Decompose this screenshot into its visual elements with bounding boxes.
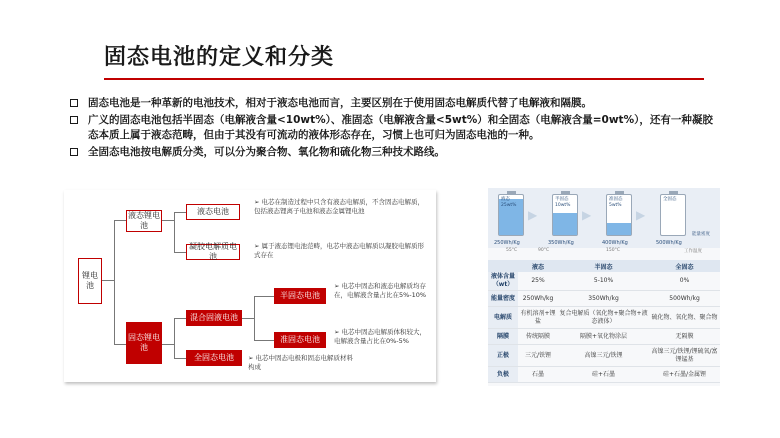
connector	[174, 252, 186, 253]
connector	[254, 340, 274, 341]
connector	[254, 296, 274, 297]
arrow-right-icon: ▶	[528, 208, 538, 222]
table-row	[488, 291, 720, 307]
table-header: 半固态	[558, 260, 649, 272]
arrow-right-icon: ➢	[248, 354, 256, 362]
battery-state-label: 液态	[501, 197, 510, 202]
note-all-text: 电芯中固态电极和固态电解质材料构成	[248, 354, 354, 371]
note-quasi	[334, 328, 430, 346]
arrow-right-icon: ▶	[636, 208, 646, 222]
arrow-right-icon: ➢	[254, 242, 262, 250]
table-header	[488, 260, 518, 272]
connector	[162, 344, 174, 345]
battery-state-label: 全固态	[663, 197, 677, 202]
battery-state-label: 半固态	[555, 197, 569, 202]
bullet-list	[70, 96, 720, 162]
table-cell: 0%	[649, 272, 720, 291]
node-semi-solid-battery: 半固态电池	[274, 288, 326, 304]
battery-energy: 500Wh/Kg	[656, 240, 682, 246]
battery-content-label: 25wt%	[501, 203, 517, 208]
table-cell: 350Wh/kg	[558, 291, 649, 307]
table-cell: 隔膜+氧化物涂层	[558, 329, 649, 345]
note-semi-text: 电芯中固态和液态电解质均存在，电解液含量占比在5%-10%	[334, 282, 427, 299]
table-cell: 无隔膜	[649, 329, 720, 345]
connector	[242, 318, 254, 319]
note-all	[248, 354, 358, 372]
table-cell: 250Wh/kg	[518, 291, 558, 307]
table-cell: 硫化物、氧化物、聚合物	[649, 307, 720, 329]
table-cell: 5-10%	[558, 272, 649, 291]
note-quasi-text: 电芯中固态电解质体积较大，电解液含量占比在0%-5%	[334, 328, 427, 345]
table-header-row	[488, 260, 720, 272]
note-gel-text: 属于液态锂电池范畴，电芯中液态电解质以凝胶电解质形式存在	[254, 242, 425, 259]
battery-energy: 400Wh/Kg	[602, 240, 628, 246]
arrow-right-icon: ➢	[334, 282, 342, 290]
node-liquid-battery: 液态电池	[186, 204, 240, 220]
battery-content-label: 5wt%	[609, 203, 622, 208]
note-gel	[254, 242, 426, 260]
table-cell: 三元/铁锂	[518, 345, 558, 367]
table-cell: 传统隔膜	[518, 329, 558, 345]
table-row-header: 隔膜	[488, 329, 518, 345]
bullet-text: 固态电池是一种革新的电池技术，相对于液态电池而言，主要区别在于使用固态电解质代替了电解液和隔膜。	[88, 97, 592, 109]
battery-icon	[552, 194, 578, 236]
arrow-right-icon: ➢	[254, 198, 262, 206]
battery-illustration	[488, 188, 720, 248]
connector	[162, 220, 174, 221]
battery-energy: 250Wh/Kg	[494, 240, 520, 246]
table-row	[488, 345, 720, 367]
bullet-square-icon	[70, 99, 78, 107]
table-header: 液态	[518, 260, 558, 272]
scale-label: 工作温度	[684, 249, 702, 254]
scale-label: 55°C	[506, 248, 518, 253]
table-cell: 硅+石墨/金属锂	[649, 367, 720, 383]
node-gel-battery: 凝胶电解质电池	[186, 244, 240, 260]
connector	[174, 358, 186, 359]
title-area	[104, 42, 704, 82]
comparison-table	[488, 260, 720, 383]
bullet-text: 广义的固态电池包括半固态（电解液含量<10wt%）、准固态（电解液含量<5wt%）和全固态（电解液含量=0wt%），还有一种凝胶态本质上属于液态范畴，但由于其没有可流动的液体形态存在，习惯上也可归为固态电池的一种。	[88, 114, 713, 141]
table-row-header: 液体含量（wt）	[488, 272, 518, 291]
connector	[174, 318, 186, 319]
bullet-item	[70, 145, 720, 160]
table-row	[488, 272, 720, 291]
table-row	[488, 367, 720, 383]
table-row	[488, 307, 720, 329]
classification-diagram	[64, 190, 436, 382]
connector	[174, 212, 186, 213]
battery-legend: 能量密度	[692, 232, 710, 237]
node-lithium-battery: 锂电池	[78, 258, 102, 304]
arrow-right-icon: ▶	[582, 208, 592, 222]
table-cell: 500Wh/kg	[649, 291, 720, 307]
page-title: 固态电池的定义和分类	[104, 45, 335, 70]
bullet-item	[70, 113, 720, 143]
bullet-square-icon	[70, 148, 78, 156]
node-liquid-lithium-battery: 液态锂电池	[128, 211, 160, 230]
connector	[174, 212, 175, 252]
table-cell: 复合电解质（氧化物+聚合物+液态液体）	[558, 307, 649, 329]
bullet-square-icon	[70, 116, 78, 124]
table-cell: 高镍三元/铁锂	[558, 345, 649, 367]
battery-icon	[660, 194, 686, 236]
table-cell: 25%	[518, 272, 558, 291]
battery-state-label: 准固态	[609, 197, 623, 202]
note-semi	[334, 282, 430, 300]
bullet-item	[70, 96, 720, 111]
table-row	[488, 329, 720, 345]
battery-content-label: 10wt%	[555, 203, 571, 208]
scale-label: 150°C	[606, 248, 620, 253]
note-liquid	[254, 198, 430, 216]
connector	[114, 344, 126, 345]
connector	[114, 220, 115, 344]
table-cell: 石墨	[518, 367, 558, 383]
arrow-right-icon: ➢	[334, 328, 342, 336]
battery-icon	[606, 194, 632, 236]
title-underline	[104, 78, 704, 80]
table-cell: 有机溶剂+锂盐	[518, 307, 558, 329]
table-cell: 硅+石墨	[558, 367, 649, 383]
connector	[102, 280, 114, 281]
connector	[254, 296, 255, 340]
table-header: 全固态	[649, 260, 720, 272]
battery-icon	[498, 194, 524, 236]
temperature-scale	[488, 248, 720, 258]
node-solid-lithium-battery: 固态锂电池	[126, 322, 162, 364]
node-all-solid-battery: 全固态电池	[186, 350, 242, 366]
table-row-header: 负极	[488, 367, 518, 383]
bullet-text: 全固态电池按电解质分类，可以分为聚合物、氧化物和硫化物三种技术路线。	[88, 146, 445, 158]
table-cell: 高镍三元/铁锂/锂硫氧/富锂锰基	[649, 345, 720, 367]
comparison-panel	[488, 188, 720, 386]
battery-energy: 350Wh/Kg	[548, 240, 574, 246]
table-row-header: 能量密度	[488, 291, 518, 307]
node-hybrid-battery: 混合固液电池	[186, 310, 242, 326]
table-row-header: 正极	[488, 345, 518, 367]
connector	[114, 220, 126, 221]
node-quasi-solid-battery: 准固态电池	[274, 332, 326, 348]
connector	[174, 318, 175, 358]
note-liquid-text: 电芯在制造过程中只含有液态电解质，不含固态电解质，包括液态锂离子电池和液态金属锂电池	[254, 198, 425, 215]
scale-label: 90°C	[538, 248, 550, 253]
table-row-header: 电解质	[488, 307, 518, 329]
